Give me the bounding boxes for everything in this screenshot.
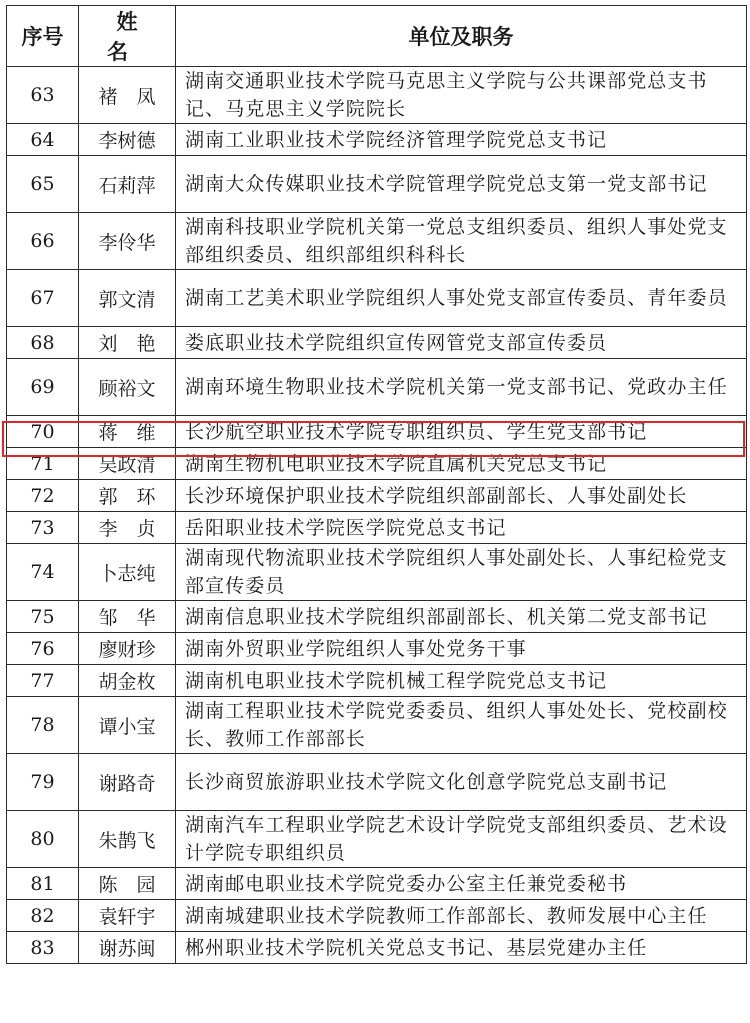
table-row	[7, 416, 747, 448]
row-number: 82	[7, 900, 79, 932]
table-row	[7, 697, 747, 754]
row-name: 袁轩宇	[79, 900, 176, 932]
table-row	[7, 665, 747, 697]
row-name: 顾裕文	[79, 359, 176, 416]
row-name: 李树德	[79, 124, 176, 156]
row-name: 朱鹊飞	[79, 811, 176, 868]
row-position: 郴州职业技术学院机关党总支书记、基层党建办主任	[176, 932, 747, 964]
row-name: 刘 艳	[79, 327, 176, 359]
table-row	[7, 754, 747, 811]
row-number: 76	[7, 633, 79, 665]
row-number: 77	[7, 665, 79, 697]
row-position: 长沙航空职业技术学院专职组织员、学生党支部书记	[176, 416, 747, 448]
row-name: 李 贞	[79, 512, 176, 544]
row-number: 74	[7, 544, 79, 601]
personnel-table	[6, 5, 747, 964]
header-number: 序号	[7, 6, 79, 67]
table-row	[7, 67, 747, 124]
row-position: 长沙环境保护职业技术学院组织部副部长、人事处副处长	[176, 480, 747, 512]
row-number: 64	[7, 124, 79, 156]
row-number: 75	[7, 601, 79, 633]
row-position: 湖南工业职业技术学院经济管理学院党总支书记	[176, 124, 747, 156]
row-position: 湖南工程职业技术学院党委委员、组织人事处处长、党校副校长、教师工作部部长	[176, 697, 747, 754]
row-name: 卜志纯	[79, 544, 176, 601]
row-number: 78	[7, 697, 79, 754]
row-position: 湖南现代物流职业技术学院组织人事处副处长、人事纪检党支部宣传委员	[176, 544, 747, 601]
row-position: 湖南交通职业技术学院马克思主义学院与公共课部党总支书记、马克思主义学院院长	[176, 67, 747, 124]
row-number: 81	[7, 868, 79, 900]
row-position: 湖南城建职业技术学院教师工作部部长、教师发展中心主任	[176, 900, 747, 932]
row-position: 岳阳职业技术学院医学院党总支书记	[176, 512, 747, 544]
row-name: 胡金枚	[79, 665, 176, 697]
table-header-row	[7, 6, 747, 67]
row-name: 邹 华	[79, 601, 176, 633]
row-name: 褚 凤	[79, 67, 176, 124]
row-number: 80	[7, 811, 79, 868]
row-number: 73	[7, 512, 79, 544]
row-name: 李伶华	[79, 213, 176, 270]
table-row	[7, 512, 747, 544]
row-position: 湖南信息职业技术学院组织部副部长、机关第二党支部书记	[176, 601, 747, 633]
row-name: 谢苏闽	[79, 932, 176, 964]
table-row	[7, 544, 747, 601]
row-position: 湖南环境生物职业技术学院机关第一党支部书记、党政办主任	[176, 359, 747, 416]
table-row	[7, 932, 747, 964]
row-number: 67	[7, 270, 79, 327]
table-row	[7, 480, 747, 512]
table-row	[7, 448, 747, 480]
row-name: 廖财珍	[79, 633, 176, 665]
table-row	[7, 327, 747, 359]
row-position: 湖南生物机电职业技术学院直属机关党总支书记	[176, 448, 747, 480]
table-row	[7, 900, 747, 932]
row-number: 79	[7, 754, 79, 811]
row-number: 66	[7, 213, 79, 270]
table-row	[7, 811, 747, 868]
row-position: 湖南工艺美术职业学院组织人事处党支部宣传委员、青年委员	[176, 270, 747, 327]
row-position: 湖南邮电职业技术学院党委办公室主任兼党委秘书	[176, 868, 747, 900]
row-name: 蒋 维	[79, 416, 176, 448]
table-row	[7, 601, 747, 633]
row-number: 69	[7, 359, 79, 416]
row-number: 63	[7, 67, 79, 124]
table-row	[7, 156, 747, 213]
row-position: 湖南科技职业学院机关第一党总支组织委员、组织人事处党支部组织委员、组织部组织科科长	[176, 213, 747, 270]
row-position: 湖南汽车工程职业学院艺术设计学院党支部组织委员、艺术设计学院专职组织员	[176, 811, 747, 868]
table-row	[7, 124, 747, 156]
row-name: 陈 园	[79, 868, 176, 900]
row-position: 湖南大众传媒职业技术学院管理学院党总支第一党支部书记	[176, 156, 747, 213]
row-name: 吴政清	[79, 448, 176, 480]
row-name: 谢路奇	[79, 754, 176, 811]
row-position: 长沙商贸旅游职业技术学院文化创意学院党总支副书记	[176, 754, 747, 811]
row-number: 70	[7, 416, 79, 448]
row-position: 湖南机电职业技术学院机械工程学院党总支书记	[176, 665, 747, 697]
row-number: 71	[7, 448, 79, 480]
header-position: 单位及职务	[176, 6, 747, 67]
row-name: 郭 环	[79, 480, 176, 512]
table-row	[7, 270, 747, 327]
row-position: 湖南外贸职业学院组织人事处党务干事	[176, 633, 747, 665]
row-number: 65	[7, 156, 79, 213]
row-name: 郭文清	[79, 270, 176, 327]
table-row	[7, 633, 747, 665]
row-name: 石莉萍	[79, 156, 176, 213]
row-number: 68	[7, 327, 79, 359]
header-name: 姓名	[79, 6, 176, 67]
row-number: 83	[7, 932, 79, 964]
row-name: 谭小宝	[79, 697, 176, 754]
table-row	[7, 359, 747, 416]
table-row	[7, 213, 747, 270]
row-number: 72	[7, 480, 79, 512]
table-row	[7, 868, 747, 900]
row-position: 娄底职业技术学院组织宣传网管党支部宣传委员	[176, 327, 747, 359]
